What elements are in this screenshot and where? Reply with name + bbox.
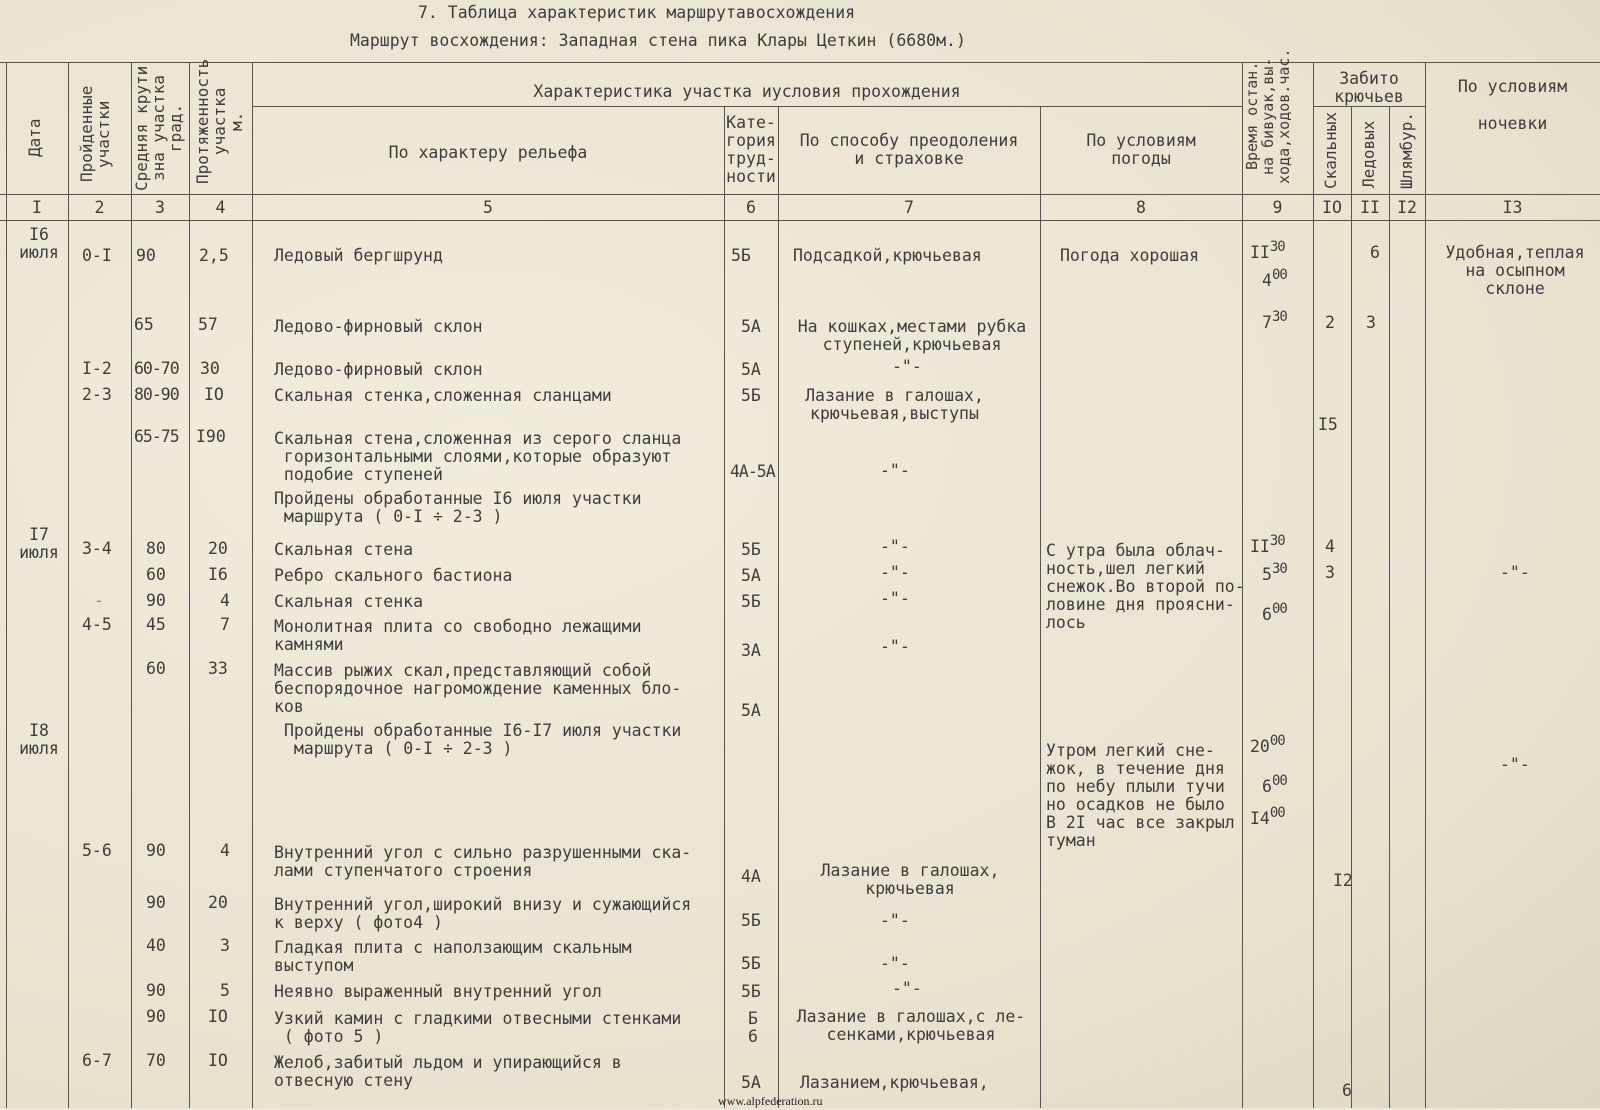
cell-difficulty: 5Б: [741, 982, 761, 1001]
cell-difficulty: 5А: [741, 701, 761, 720]
table-title: 7. Таблица характеристик маршрутавосхождения: [418, 3, 856, 22]
date-18: I8 июля: [19, 721, 59, 758]
cell-method: -"-: [880, 911, 910, 930]
cell-difficulty: 5А: [741, 566, 761, 585]
cell-difficulty: 5А: [741, 317, 761, 336]
cell-length: 4: [220, 841, 230, 860]
route-subtitle: Маршрут восхождения: Западная стена пика Клары Цеткин (6680м.): [350, 31, 966, 50]
cell-difficulty: 5А: [741, 1073, 761, 1092]
cell-ice-hooks: 3: [1366, 313, 1376, 332]
colnum: I: [32, 198, 42, 217]
cell-section: 3-4: [82, 539, 112, 558]
header-ice-hooks: Ледовых: [1359, 120, 1378, 188]
col-divider: [189, 62, 190, 1108]
colnum: 2: [94, 198, 105, 217]
cell-steepness: 90: [146, 591, 166, 610]
cell-relief: Ледово-фирновый склон: [274, 360, 483, 379]
col-divider: [131, 62, 132, 1108]
time-entry: $6^{00}$: [1262, 601, 1287, 624]
cell-length: 20: [208, 893, 228, 912]
col-divider: [1040, 106, 1041, 1108]
cell-difficulty: 4А-5А: [730, 462, 775, 481]
cell-section: -: [94, 591, 104, 610]
cell-relief: Ледово-фирновый склон: [274, 317, 483, 336]
cell-section: 0-I: [82, 246, 112, 265]
cell-rock-hooks: I5: [1318, 415, 1338, 434]
cell-steepness: 60: [146, 565, 166, 584]
cell-steepness: 70: [146, 1051, 166, 1070]
cell-bivouac: -"-: [1500, 755, 1530, 774]
col-divider: [1425, 62, 1426, 1108]
colnum: 9: [1272, 198, 1283, 217]
time-entry: $I4^{00}$: [1250, 805, 1285, 828]
header-bolts: Шлямбур.: [1397, 111, 1416, 189]
time-entry: II$^{30}$: [1250, 533, 1285, 556]
cell-steepness: 40: [146, 936, 166, 955]
colnum: 6: [746, 198, 756, 217]
col-divider: [68, 62, 69, 1108]
cell-difficulty: Б 6: [748, 1009, 758, 1046]
cell-steepness: 90: [146, 981, 166, 1000]
cell-steepness: 80: [146, 539, 166, 558]
cell-relief: Узкий камин с гладкими отвесными стенками ( фото 5 ): [274, 1009, 682, 1046]
header-difficulty: Кате- гория труд- ности: [726, 113, 776, 186]
cell-relief: Неявно выраженный внутренний угол: [274, 982, 602, 1001]
cell-method: Лазание в галошах, крючьевая: [820, 861, 1000, 898]
cell-method: -"-: [880, 637, 910, 656]
cell-weather: Погода хорошая: [1060, 246, 1200, 265]
cell-steepness: 90: [146, 893, 166, 912]
cell-rock-hooks: 4: [1325, 537, 1335, 556]
cell-relief: Ледовый бергшрунд: [274, 246, 443, 265]
cell-length: I6: [208, 565, 228, 584]
cell-method: Подсадкой,крючьевая: [793, 246, 982, 265]
cell-rock-hooks: 2: [1325, 313, 1335, 332]
cell-length: I90: [196, 427, 226, 446]
cell-length: IO: [208, 1051, 228, 1070]
time-entry: $5^{30}$: [1262, 561, 1287, 584]
header-bivouac: По условиям: [1457, 77, 1568, 96]
cell-length: 3: [220, 936, 230, 955]
cell-steepness: 45: [146, 615, 166, 634]
cell-steepness: 65-75: [134, 427, 179, 446]
col-divider: [1389, 106, 1390, 1108]
col-divider: [1351, 106, 1352, 1108]
cell-length: 20: [208, 539, 228, 558]
colnum: I3: [1502, 198, 1523, 217]
cell-method: -"-: [880, 461, 910, 480]
cell-rock-hooks: I2: [1333, 871, 1353, 890]
cell-steepness: 60-70: [134, 359, 179, 378]
group-header-divider: [252, 106, 1242, 107]
cell-relief: Внутренний угол,широкий внизу и сужающийся к верху ( фото4 ): [274, 895, 692, 932]
cell-rock-hooks: 3: [1325, 563, 1335, 582]
colnum: 7: [904, 198, 914, 217]
cell-section: 4-5: [82, 615, 112, 634]
header-time: Время остан. на бивуак,вы- хода,ходов.час.: [1243, 48, 1293, 184]
cell-length: 2,5: [199, 246, 229, 265]
cell-length: IO: [208, 1007, 228, 1026]
cell-method: -"-: [880, 954, 910, 973]
colnum: 8: [1136, 198, 1146, 217]
cell-length: 4: [220, 591, 230, 610]
cell-method: На кошках,местами рубка ступеней,крючьевая: [797, 317, 1027, 354]
cell-relief: Монолитная плита со свободно лежащими камнями: [274, 617, 642, 654]
cell-steepness: 80-90: [134, 385, 179, 404]
cell-length: 33: [208, 659, 228, 678]
cell-relief: Массив рыжих скал,представляющий собой беспорядочное нагромождение каменных бло- ков: [274, 661, 682, 716]
cell-relief: Желоб,забитый льдом и упирающийся в отвесную стену: [274, 1053, 622, 1090]
cell-difficulty: 5Б: [741, 592, 761, 611]
time-entry: $6^{00}$: [1262, 773, 1287, 796]
cell-steepness: 90: [146, 1007, 166, 1026]
cell-steepness: 60: [146, 659, 166, 678]
cell-relief: Ребро скального бастиона: [274, 566, 513, 585]
cell-difficulty: 5Б: [741, 386, 761, 405]
cell-bivouac: Удобная,теплая на осыпном склоне: [1445, 243, 1585, 298]
cell-length: 7: [220, 615, 230, 634]
header-group-title: Характеристика участка иусловия прохождения: [533, 82, 961, 101]
colnum: II: [1360, 198, 1380, 217]
cell-method: -"-: [892, 979, 922, 998]
cell-difficulty: 4А: [741, 867, 761, 886]
cell-ice-hooks: 6: [1370, 243, 1380, 262]
date-16: I6 июля: [19, 225, 59, 262]
header-bivouac-2: ночевки: [1477, 114, 1548, 133]
cell-relief: Скальная стенка,сложенная сланцами: [274, 386, 612, 405]
cell-section: 5-6: [82, 841, 112, 860]
time-entry: $7^{30}$: [1262, 309, 1287, 332]
cell-method: Лазание в галошах,с ле- сенками,крючьевая: [796, 1007, 1026, 1044]
footer-watermark: www.alpfederation.ru: [718, 1094, 823, 1108]
cell-weather: Утром легкий сне- жок, в течение дня по небу плыли тучи но осадков не было В 2I час все закрыл туман: [1046, 741, 1235, 850]
date-17: I7 июля: [19, 525, 59, 562]
cell-difficulty: 3А: [741, 641, 761, 660]
colnum: 4: [215, 198, 226, 217]
cell-method: -"-: [880, 537, 910, 556]
header-weather: По условиям погоды: [1086, 131, 1196, 168]
cell-method: -"-: [880, 589, 910, 608]
cell-length: 5: [220, 981, 230, 1000]
header-hooks: Забито крючьев: [1334, 69, 1404, 106]
header-relief: По характеру рельефа: [388, 143, 588, 162]
cell-length: 30: [200, 359, 220, 378]
time-entry: $4^{00}$: [1262, 267, 1287, 290]
col-divider: [6, 62, 7, 1108]
colnum: 5: [483, 198, 493, 217]
cell-relief: Скальная стена,сложенная из серого сланца горизонтальными слоями,которые образуют подобие ступеней: [274, 429, 682, 484]
cell-relief: Скальная стена: [274, 540, 414, 559]
header-rock-hooks: Скальных: [1321, 111, 1340, 189]
col-divider: [724, 106, 725, 1108]
header-steepness: Средняя крути зна участка град.: [132, 65, 185, 191]
header-method: По способу преодоления и страховке: [799, 131, 1019, 168]
time-entry: II$^{30}$: [1250, 239, 1285, 262]
cell-relief-note: Пройдены обработанные I6 июля участки маршрута ( 0-I ÷ 2-3 ): [274, 489, 642, 526]
col-divider: [252, 62, 253, 1108]
cell-length: IO: [204, 385, 224, 404]
colnum: 3: [155, 198, 165, 217]
time-entry: $20^{00}$: [1250, 733, 1285, 756]
header-bottom-border: [0, 194, 1600, 195]
cell-length: 57: [198, 315, 218, 334]
cell-difficulty: 5Б: [731, 246, 751, 265]
cell-steepness: 90: [146, 841, 166, 860]
cell-bivouac: -"-: [1500, 563, 1530, 582]
cell-steepness: 90: [136, 246, 156, 265]
cell-steepness: 65: [134, 315, 154, 334]
cell-section: 2-3: [82, 385, 112, 404]
cell-method: Лазанием,крючьевая,: [800, 1073, 989, 1092]
cell-method: -"-: [880, 563, 910, 582]
cell-relief: Гладкая плита с наползающим скальным выступом: [274, 938, 632, 975]
cell-section: I-2: [82, 359, 112, 378]
cell-method: Лазание в галошах, крючьевая,выступы: [805, 386, 984, 423]
cell-relief-note: Пройдены обработанные I6-I7 июля участки маршрута ( 0-I ÷ 2-3 ): [284, 721, 682, 758]
cell-difficulty: 5А: [741, 360, 761, 379]
cell-section: 6-7: [82, 1051, 112, 1070]
cell-difficulty: 5Б: [741, 911, 761, 930]
cell-ice-hooks: 6: [1342, 1081, 1352, 1100]
header-sections: Пройденные участки: [77, 85, 113, 183]
cell-relief: Скальная стенка: [274, 592, 424, 611]
colnum: IO: [1322, 198, 1342, 217]
cell-weather: С утра была облач- ность,шел легкий снежок.Во второй по- ловине дня проясни- лось: [1046, 541, 1245, 632]
cell-difficulty: 5Б: [741, 954, 761, 973]
cell-relief: Внутренний угол с сильно разрушенными ска- лами ступенчатого строения: [274, 843, 692, 880]
cell-difficulty: 5Б: [741, 540, 761, 559]
cell-method: -"-: [892, 357, 922, 376]
col-divider: [778, 106, 779, 1108]
colnum-bottom-border: [0, 220, 1600, 221]
colnum: I2: [1397, 198, 1417, 217]
col-divider: [1313, 62, 1314, 1108]
header-length: Протяженность участка м.: [193, 58, 246, 184]
header-date: Дата: [25, 118, 44, 158]
